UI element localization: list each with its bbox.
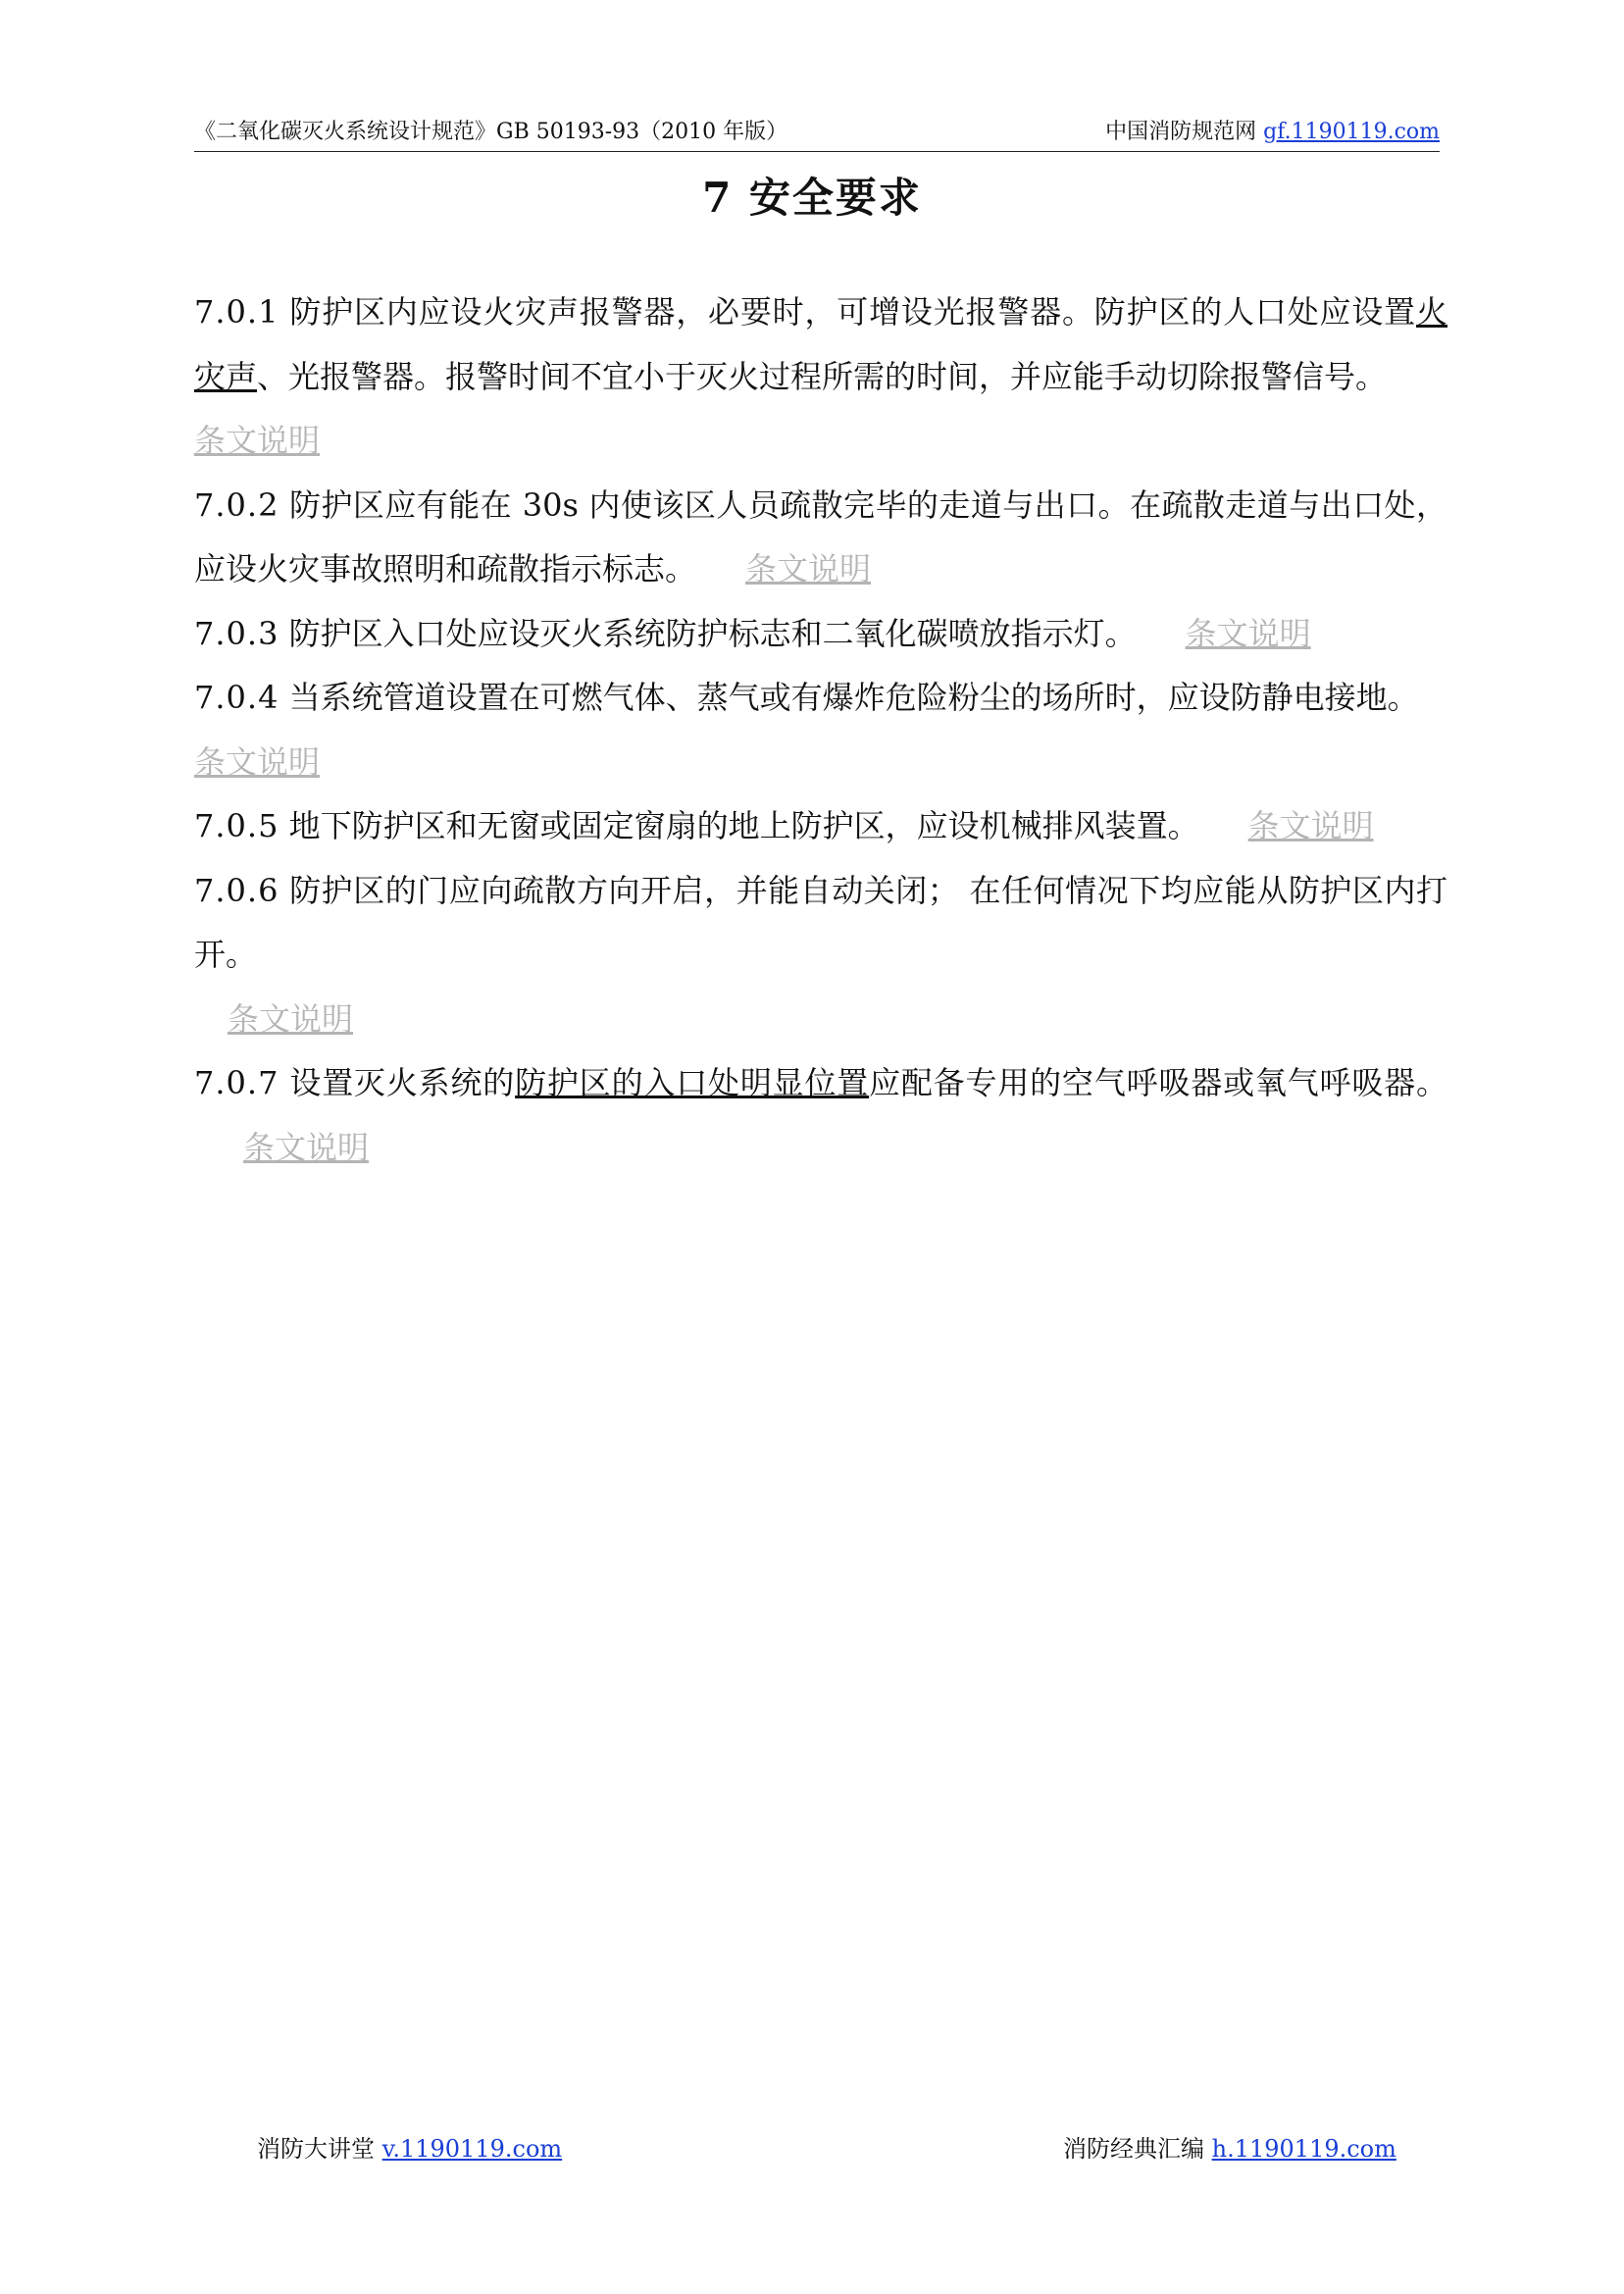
clause-7-0-2 [194, 474, 1447, 602]
clause-text: 设置灭火系统的 [279, 1064, 516, 1101]
clause-note-row [194, 988, 1447, 1052]
clause-explanation-link[interactable]: 条文说明 [228, 999, 354, 1038]
header-site-label: 中国消防规范网 [1105, 120, 1257, 144]
clause-number: 7.0.4 [194, 679, 279, 716]
chapter-title: 7 安全要求 [702, 174, 922, 222]
footer-right-label: 消防经典汇编 [1063, 2135, 1204, 2163]
footer-left [257, 2134, 562, 2164]
clause-text: 应配备专用的空气呼吸器或氧气呼吸器。 [869, 1064, 1447, 1101]
clause-text: 地下防护区和无窗或固定窗扇的地上防护区，应设机械排风装置。 [279, 807, 1199, 844]
clause-number: 7.0.7 [194, 1064, 279, 1101]
clause-number: 7.0.2 [194, 485, 279, 524]
clause-text: 防护区的门应向疏散方向开启，并能自动关闭； 在任何情况下均应能从防护区内打开。 [194, 871, 1447, 973]
clause-number: 7.0.5 [194, 807, 279, 844]
header-site-link[interactable]: gf.1190119.com [1263, 120, 1440, 144]
clause-7-0-4 [194, 666, 1447, 731]
clause-7-0-3 [194, 602, 1447, 667]
footer-left-link[interactable]: v.1190119.com [381, 2135, 563, 2163]
header-document-title: 《二氧化碳灭火系统设计规范》GB 50193-93（2010 年版） [194, 120, 788, 144]
clause-text: 、光报警器。报警时间不宜小于灭火过程所需的时间，并应能手动切除报警信号。 [257, 357, 1388, 395]
clause-number: 7.0.6 [194, 871, 279, 909]
clause-7-0-1 [194, 280, 1447, 409]
clause-number: 7.0.1 [194, 293, 279, 331]
clause-explanation-link[interactable]: 条文说明 [243, 1128, 370, 1166]
clause-explanation-link[interactable]: 条文说明 [194, 742, 321, 781]
clause-number: 7.0.3 [194, 614, 279, 652]
clause-7-0-5 [194, 794, 1447, 859]
clause-7-0-6 [194, 859, 1447, 988]
clause-explanation-link[interactable]: 条文说明 [1185, 614, 1311, 652]
clause-note-row [194, 409, 1447, 474]
clause-text: 防护区内应设火灾声报警器，必要时，可增设光报警器。防护区的人口处应设置 [279, 293, 1416, 331]
clause-explanation-link[interactable]: 条文说明 [1247, 807, 1374, 844]
clause-underlined-text: 火灾声 [194, 293, 1447, 395]
clause-underlined-text: 防护区的入口处明显位置 [515, 1064, 870, 1101]
clause-7-0-7 [194, 1051, 1447, 1180]
header-site [1105, 118, 1440, 147]
clause-text: 防护区应有能在 30s 内使该区人员疏散完毕的走道与出口。在疏散走道与出口处，应设火灾事故照明和疏散指示标志。 [194, 485, 1447, 587]
clause-explanation-link[interactable]: 条文说明 [745, 550, 872, 587]
clause-list [194, 280, 1447, 1180]
footer-right [1063, 2134, 1396, 2164]
clause-note-row [194, 731, 1447, 795]
page-header [194, 118, 1440, 152]
clause-text: 防护区入口处应设灭火系统防护标志和二氧化碳喷放指示灯。 [279, 614, 1137, 652]
footer-left-label: 消防大讲堂 [257, 2135, 375, 2163]
clause-explanation-link[interactable]: 条文说明 [194, 422, 321, 459]
footer-right-link[interactable]: h.1190119.com [1211, 2135, 1396, 2163]
clause-text: 当系统管道设置在可燃气体、蒸气或有爆炸危险粉尘的场所时，应设防静电接地。 [279, 679, 1419, 716]
